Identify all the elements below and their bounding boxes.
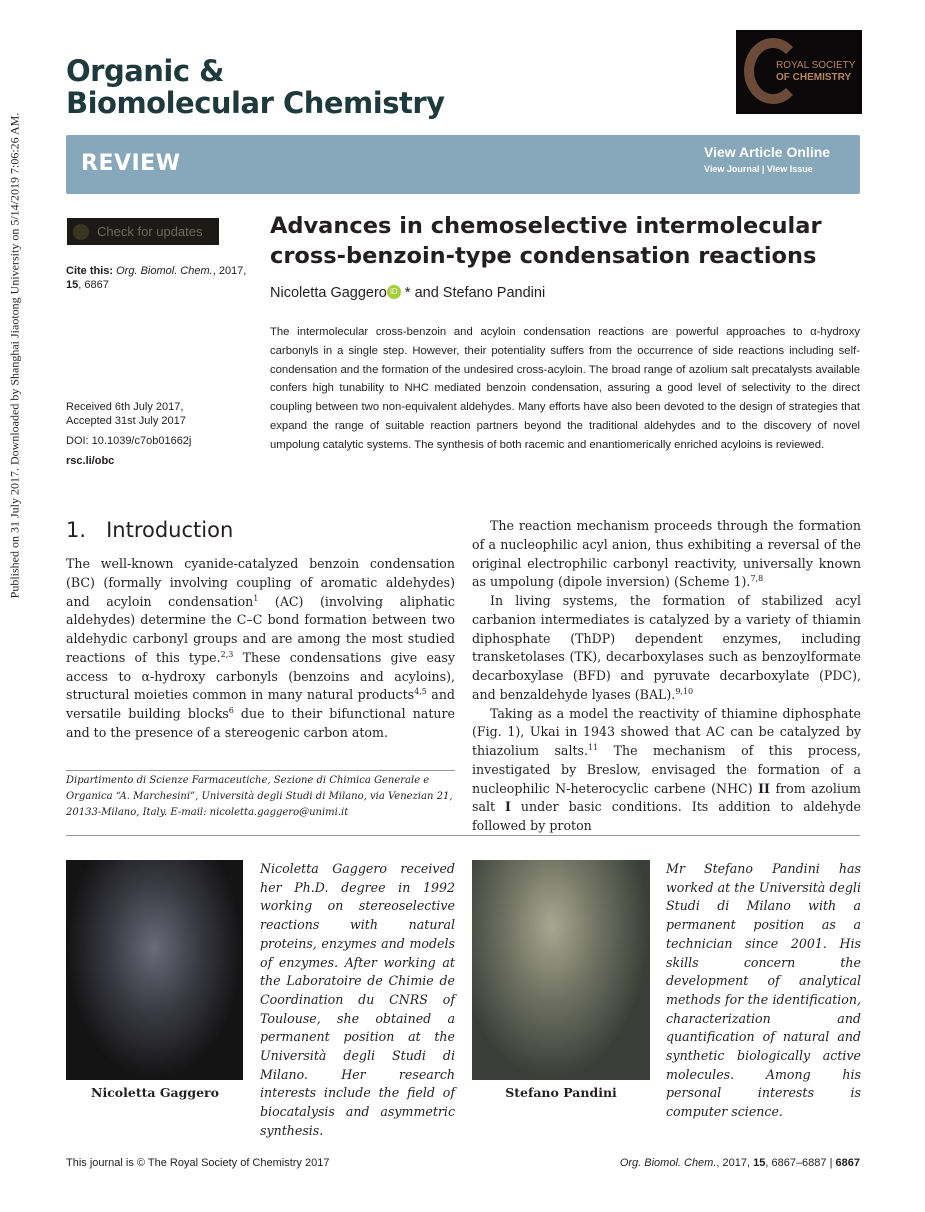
abstract: The intermolecular cross-benzoin and acyloin condensation reactions are powerful approaches to α-hydroxy carbonyls in a single step. However, their potentiality suffers from the occurrence of side reactions including self-condensation and the formation of the undesired cross-acyloin. The broad range of azolium salt precatalysts available confers high tunability to NHC mediated benzoin condensation, assuring a good level of selectivity to the direct coupling between two non-equivalent aldehydes. Many efforts have also been devoted to the design of strategies that expand the range of suitable reaction partners beyond the traditional aldehydes and to the discovery of novel umpolung catalytic systems. The synthesis of both racemic and enantiomerically enriched acyloins is reviewed. xyxy=(270,326,860,451)
rsc-logo: ROYAL SOCIETY OF CHEMISTRY xyxy=(736,30,862,114)
authors: Nicoletta Gaggero iD * and Stefano Pandini xyxy=(270,285,546,301)
short-link[interactable]: rsc.li/obc xyxy=(66,455,115,467)
citation-ref: 4,5 xyxy=(414,687,427,697)
citation-ref: 2,3 xyxy=(220,649,234,659)
paragraph xyxy=(472,592,861,705)
check-for-updates-button[interactable]: Check for updates xyxy=(67,218,219,245)
article-type-banner: REVIEW View Article Online View Journal | View Issue xyxy=(66,135,860,194)
doi: DOI: 10.1039/c7ob01662j xyxy=(66,435,192,447)
text-run: from azolium salt xyxy=(472,780,861,815)
compound-label: II xyxy=(758,780,770,796)
article-type: REVIEW xyxy=(81,151,181,176)
text-run: under basic conditions. Its addition to aldehyde followed by proton xyxy=(472,799,861,833)
article-title: Advances in chemoselective intermolecular cross-benzoin-type condensation reactions xyxy=(270,213,822,269)
citation-ref: 1 xyxy=(253,593,259,603)
compound-label: I xyxy=(505,799,511,815)
rsc-logo-mark xyxy=(744,38,802,104)
text-run: These condensations give easy access to α-hydroxy carbonyls (benzoins and acyloins), structural moieties common in many natural products xyxy=(66,649,455,703)
paragraph xyxy=(472,517,861,592)
citation-ref: 9,10 xyxy=(675,686,694,696)
view-issue-link[interactable]: View Issue xyxy=(766,164,813,174)
citation-ref: 6 xyxy=(228,705,234,715)
download-notice: Published on 31 July 2017. Downloaded by Shanghai Jiaotong University on 5/14/2019 7:06:26 AM. xyxy=(7,112,22,599)
paragraph xyxy=(66,555,455,743)
text-run: The mechanism of this process, investigated by Breslow, envisaged the formation of a nucleophilic N-heterocyclic carbene (NHC) xyxy=(472,743,861,796)
view-journal-link[interactable]: View Journal xyxy=(704,164,760,174)
section-heading: 1. Introduction xyxy=(66,518,234,542)
journal-title: Organic & Biomolecular Chemistry xyxy=(66,54,445,120)
divider xyxy=(66,835,860,836)
page-footer: This journal is © The Royal Society of Chemistry 2017 Org. Biomol. Chem., 2017, 15, 6867–6887 | 6867 xyxy=(66,1157,860,1169)
paragraph xyxy=(472,705,861,836)
text-run: The well-known cyanide-catalyzed benzoin condensation (BC) (formally involving coupling of aromatic aldehydes) and acyloin condensation xyxy=(66,556,455,609)
text-run: and versatile building blocks xyxy=(66,687,455,721)
author-bio: Mr Stefano Pandini has worked at the Università degli Studi di Milano with a permanent position as a technician since 2001. His skills concern the development of analytical methods for the identification, characterization and quantification of natural and synthetic biologically active molecules. Among his personal interests is computer science. xyxy=(666,861,861,1120)
text-run: In living systems, the formation of stabilized acyl carbanion intermediates is catalyzed by a variety of thiamin diphosphate (ThDP) dependent enzymes, including transketolases (TK), decarboxylases such as benzoylformate decarboxylase (BFD) and pyruvate decarboxylate (PDC), and benzaldehyde lyases (BAL). xyxy=(472,593,861,702)
author-bio: Nicoletta Gaggero received her Ph.D. degree in 1992 working on stereoselective reactions with natural proteins, enzymes and models of enzymes. After working at the Laboratoire de Chimie de Coordination du CNRS of Toulouse, she obtained a permanent position at the Università degli Studi di Milano. Her research interests include the field of biocatalysis and asymmetric synthesis. xyxy=(260,861,455,1138)
text-run: due to their bifunctional nature and to the presence of a stereogenic carbon atom. xyxy=(66,706,455,740)
affiliation: Dipartimento di Scienze Farmaceutiche, Sezione di Chimica Generale e Organica “A. Marchesini”, Università degli Studi di Milano, via Venezian 21, 20133-Milano, Italy. E-mail: nicoletta.gaggero@unimi.it xyxy=(66,770,455,821)
article-dates: Received 6th July 2017, Accepted 31st July 2017 DOI: 10.1039/c7ob01662j rsc.li/obc xyxy=(66,401,192,467)
bookmark-icon xyxy=(73,224,89,240)
citation-ref: 11 xyxy=(588,742,599,752)
view-article-online-link[interactable]: View Article Online xyxy=(704,144,831,160)
author-photo-gaggero xyxy=(66,860,243,1080)
author-photo-pandini xyxy=(472,860,650,1080)
text-run: The reaction mechanism proceeds through the formation of a nucleophilic acyl anion, thus exhibiting a reversal of the original electrophilic carbonyl reactivity, universally known as umpolung (dipole inversion) (Scheme 1). xyxy=(472,518,861,590)
orcid-icon[interactable]: iD xyxy=(387,285,401,299)
page-number: 6867 xyxy=(835,1157,860,1169)
photo-caption: Stefano Pandini xyxy=(505,1085,617,1100)
photo-caption: Nicoletta Gaggero xyxy=(91,1085,219,1100)
body-right-column xyxy=(472,517,861,836)
body-left-column xyxy=(66,555,455,743)
text-run: Taking as a model the reactivity of thiamine diphosphate (Fig. 1), Ukai in 1943 showed that AC can be catalyzed by thiazolium salts. xyxy=(472,705,861,758)
citation-ref: 7,8 xyxy=(750,574,764,584)
citation: Cite this: Org. Biomol. Chem., 2017, 15, 6867 xyxy=(66,265,247,291)
text-run: (AC) (involving aliphatic aldehydes) determine the C–C bond formation between two aldehydic carbonyl groups and are among the most studied reactions of this type. xyxy=(66,593,455,665)
